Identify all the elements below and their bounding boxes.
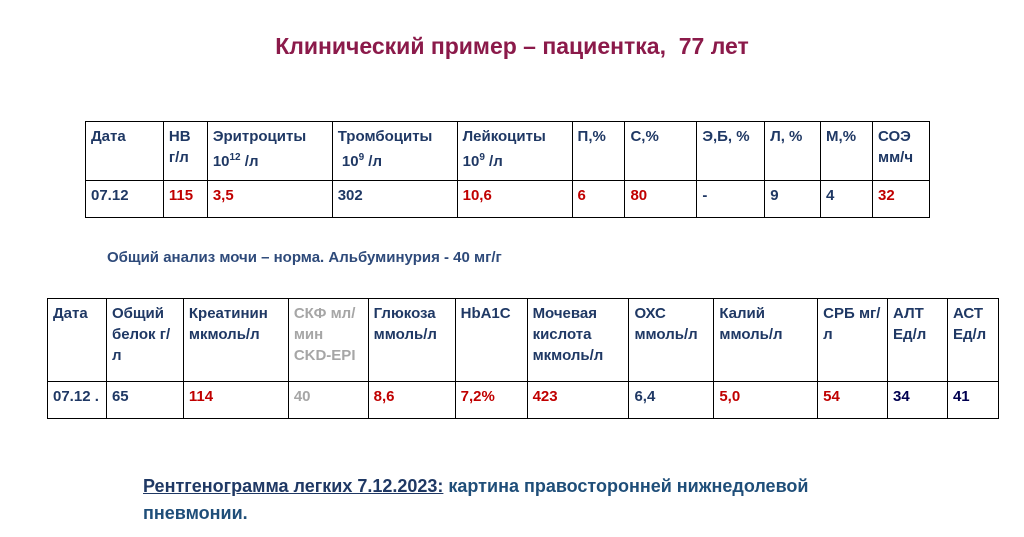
cell-ast: 41 xyxy=(947,382,998,419)
header-cell-rbc: Эритроциты $10^{12}$ /л xyxy=(207,122,332,181)
header-cell-wbc: Лейкоциты $10^9$ /л xyxy=(457,122,572,181)
header-cell-bands: П,% xyxy=(572,122,625,181)
cell-uric-acid: 423 xyxy=(527,382,629,419)
cell-eos: - xyxy=(697,181,765,218)
cell-date: 07.12 xyxy=(86,181,164,218)
cell-hba1c: 7,2% xyxy=(455,382,527,419)
xray-text: картина правосторонней нижнедолевой пневмонии. xyxy=(143,476,809,523)
cell-mono: 4 xyxy=(821,181,873,218)
header-cell-creatinine: Креатинин мкмоль/л xyxy=(183,299,288,382)
header-cell-cholesterol: ОХС ммоль/л xyxy=(629,299,714,382)
cell-wbc: 10,6 xyxy=(457,181,572,218)
table-header-row xyxy=(86,122,930,181)
cell-glucose: 8,6 xyxy=(368,382,455,419)
slide-title: Клинический пример – пациентка, 77 лет xyxy=(275,33,749,59)
header-cell-hb: НВ г/л xyxy=(163,122,207,181)
header-cell-crp: СРБ мг/л xyxy=(818,299,888,382)
blood-test-table xyxy=(85,121,930,218)
header-cell-ast: АСТ Ед/л xyxy=(947,299,998,382)
cell-bands: 6 xyxy=(572,181,625,218)
header-cell-lymph: Л, % xyxy=(765,122,821,181)
cell-lymph: 9 xyxy=(765,181,821,218)
table-row xyxy=(86,181,930,218)
table-header-row xyxy=(48,299,999,382)
header-cell-protein: Общий белок г/л xyxy=(106,299,183,382)
header-cell-eos: Э,Б, % xyxy=(697,122,765,181)
header-cell-esr: СОЭ мм/ч xyxy=(872,122,929,181)
header-cell-potassium: Калий ммоль/л xyxy=(714,299,818,382)
cell-alt: 34 xyxy=(888,382,948,419)
header-cell-uric-acid: Мочевая кислота мкмоль/л xyxy=(527,299,629,382)
cell-crp: 54 xyxy=(818,382,888,419)
cell-esr: 32 xyxy=(872,181,929,218)
header-cell-mono: М,% xyxy=(821,122,873,181)
urine-analysis-text: Общий анализ мочи – норма. Альбуминурия - 40 мг/г xyxy=(107,249,502,266)
biochemistry-table xyxy=(47,298,999,419)
cell-rbc: 3,5 xyxy=(207,181,332,218)
xray-label: Рентгенограмма легких 7.12.2023: xyxy=(143,476,444,496)
cell-segs: 80 xyxy=(625,181,697,218)
cell-date: 07.12 . xyxy=(48,382,107,419)
cell-gfr: 40 xyxy=(288,382,368,419)
header-cell-alt: АЛТ Ед/л xyxy=(888,299,948,382)
header-cell-segs: С,% xyxy=(625,122,697,181)
header-cell-hba1c: HbA1C xyxy=(455,299,527,382)
table-row xyxy=(48,382,999,419)
header-cell-gfr: СКФ мл/мин CKD-EPI xyxy=(288,299,368,382)
cell-protein: 65 xyxy=(106,382,183,419)
header-cell-plt: Тромбоциты $10^9$ /л xyxy=(332,122,457,181)
cell-hb: 115 xyxy=(163,181,207,218)
header-cell-glucose: Глюкоза ммоль/л xyxy=(368,299,455,382)
cell-creatinine: 114 xyxy=(183,382,288,419)
cell-cholesterol: 6,4 xyxy=(629,382,714,419)
header-cell-date: Дата xyxy=(86,122,164,181)
cell-potassium: 5,0 xyxy=(714,382,818,419)
cell-plt: 302 xyxy=(332,181,457,218)
xray-conclusion xyxy=(143,473,903,527)
header-cell-date: Дата xyxy=(48,299,107,382)
